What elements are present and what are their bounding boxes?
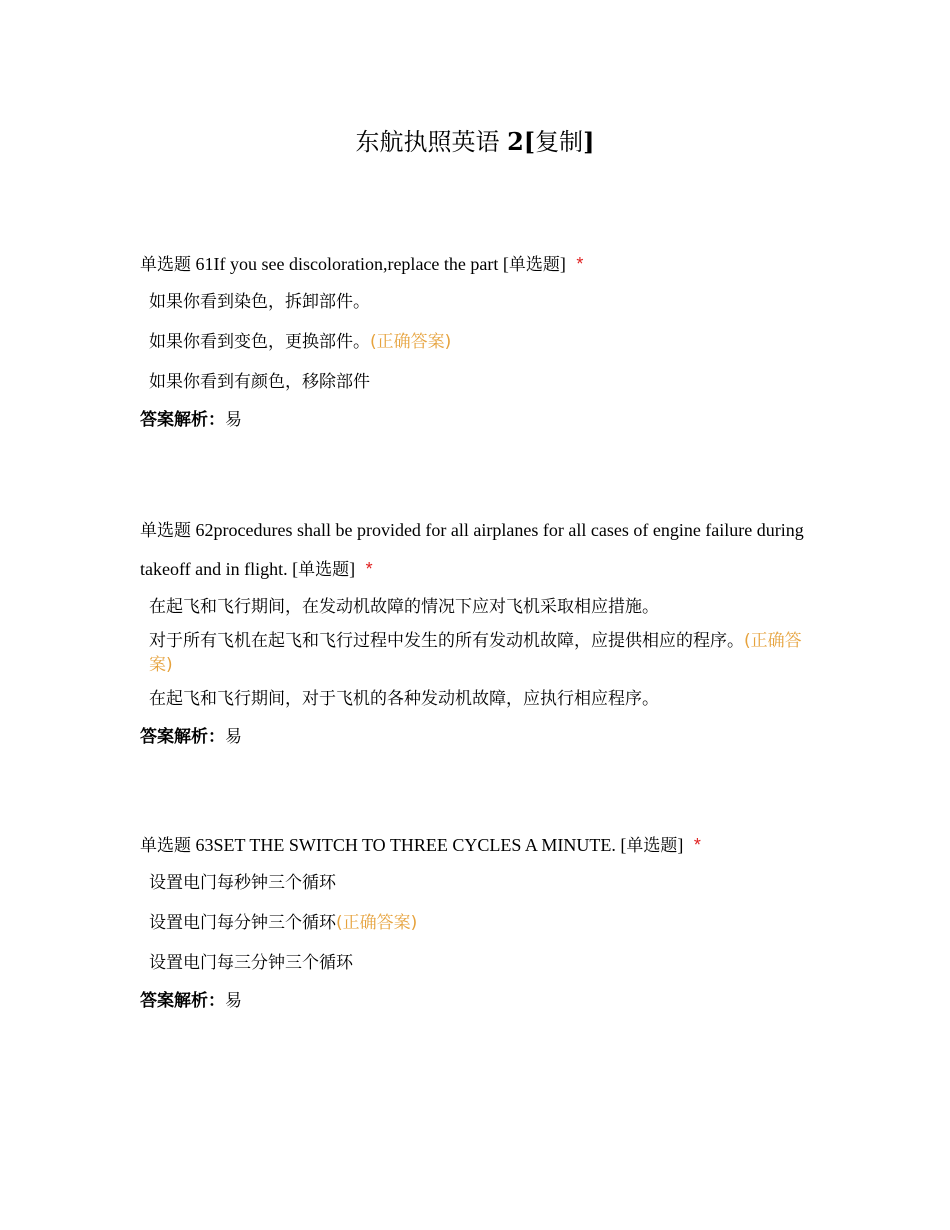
options-list	[140, 290, 810, 394]
analysis-label: 答案解析：	[140, 410, 225, 430]
question-type-tag: 单选题	[298, 560, 350, 580]
title-suffix: ]	[583, 127, 595, 157]
answer-analysis	[140, 408, 810, 432]
question-63	[140, 826, 810, 1013]
option-text: 如果你看到有颜色，移除部件	[149, 372, 370, 392]
options-list	[140, 871, 810, 975]
title-prefix: 东航执照英语	[355, 128, 500, 157]
question-text: procedures shall be provided for all airplanes for all cases of engine failure during takeoff and in flight.	[140, 520, 804, 579]
question-number: 62	[195, 520, 214, 540]
question-type-prefix: 单选题	[140, 255, 191, 275]
analysis-value: 易	[225, 727, 242, 747]
question-type-tag: 单选题	[508, 255, 560, 275]
title-middle: 复制	[535, 128, 584, 157]
option-b[interactable]	[140, 330, 810, 354]
question-number: 63	[195, 835, 214, 855]
required-marker: *	[693, 835, 701, 855]
correct-answer-marker: (正确答案)	[149, 631, 802, 675]
required-marker: *	[365, 559, 373, 579]
answer-analysis	[140, 725, 810, 749]
question-stem: 单选题 61If you see discoloration,replace the part [单选题] *	[140, 254, 584, 275]
analysis-label: 答案解析：	[140, 991, 225, 1011]
option-text: 在起飞和飞行期间，对于飞机的各种发动机故障，应执行相应程序。	[149, 689, 659, 709]
question-62	[140, 511, 810, 749]
question-type-prefix: 单选题	[140, 521, 191, 541]
option-c[interactable]	[140, 951, 810, 975]
question-text: SET THE SWITCH TO THREE CYCLES A MINUTE.	[213, 835, 616, 855]
option-a[interactable]	[140, 871, 810, 895]
question-stem: 单选题 62procedures shall be provided for all airplanes for all cases of engine failure during takeoff and in flight. [单选题] *	[140, 520, 804, 580]
title-number: 2[	[507, 127, 536, 157]
option-text: 对于所有飞机在起飞和飞行过程中发生的所有发动机故障，应提供相应的程序。	[149, 631, 744, 651]
option-b[interactable]	[140, 911, 810, 935]
question-61	[140, 245, 810, 432]
analysis-value: 易	[225, 410, 242, 430]
correct-answer-marker: (正确答案)	[336, 913, 418, 933]
question-type-tag: 单选题	[626, 836, 678, 856]
document-title	[0, 126, 950, 158]
question-type-prefix: 单选题	[140, 836, 191, 856]
question-text: If you see discoloration,replace the part	[213, 254, 499, 274]
answer-analysis	[140, 989, 810, 1013]
required-marker: *	[576, 254, 584, 274]
option-c[interactable]	[140, 370, 810, 394]
question-number: 61	[195, 254, 214, 274]
option-text: 设置电门每秒钟三个循环	[149, 873, 336, 893]
option-a[interactable]	[140, 290, 810, 314]
option-text: 设置电门每分钟三个循环	[149, 913, 336, 933]
option-a[interactable]	[140, 595, 810, 619]
analysis-value: 易	[225, 991, 242, 1011]
option-text: 如果你看到染色，拆卸部件。	[149, 292, 370, 312]
correct-answer-marker: (正确答案)	[370, 332, 452, 352]
options-list	[140, 595, 810, 711]
option-c[interactable]	[140, 687, 810, 711]
option-text: 如果你看到变色，更换部件。	[149, 332, 370, 352]
analysis-label: 答案解析：	[140, 727, 225, 747]
option-text: 在起飞和飞行期间，在发动机故障的情况下应对飞机采取相应措施。	[149, 597, 659, 617]
option-b[interactable]	[140, 629, 810, 677]
option-text: 设置电门每三分钟三个循环	[149, 953, 353, 973]
question-stem: 单选题 63SET THE SWITCH TO THREE CYCLES A MINUTE. [单选题] *	[140, 835, 701, 856]
